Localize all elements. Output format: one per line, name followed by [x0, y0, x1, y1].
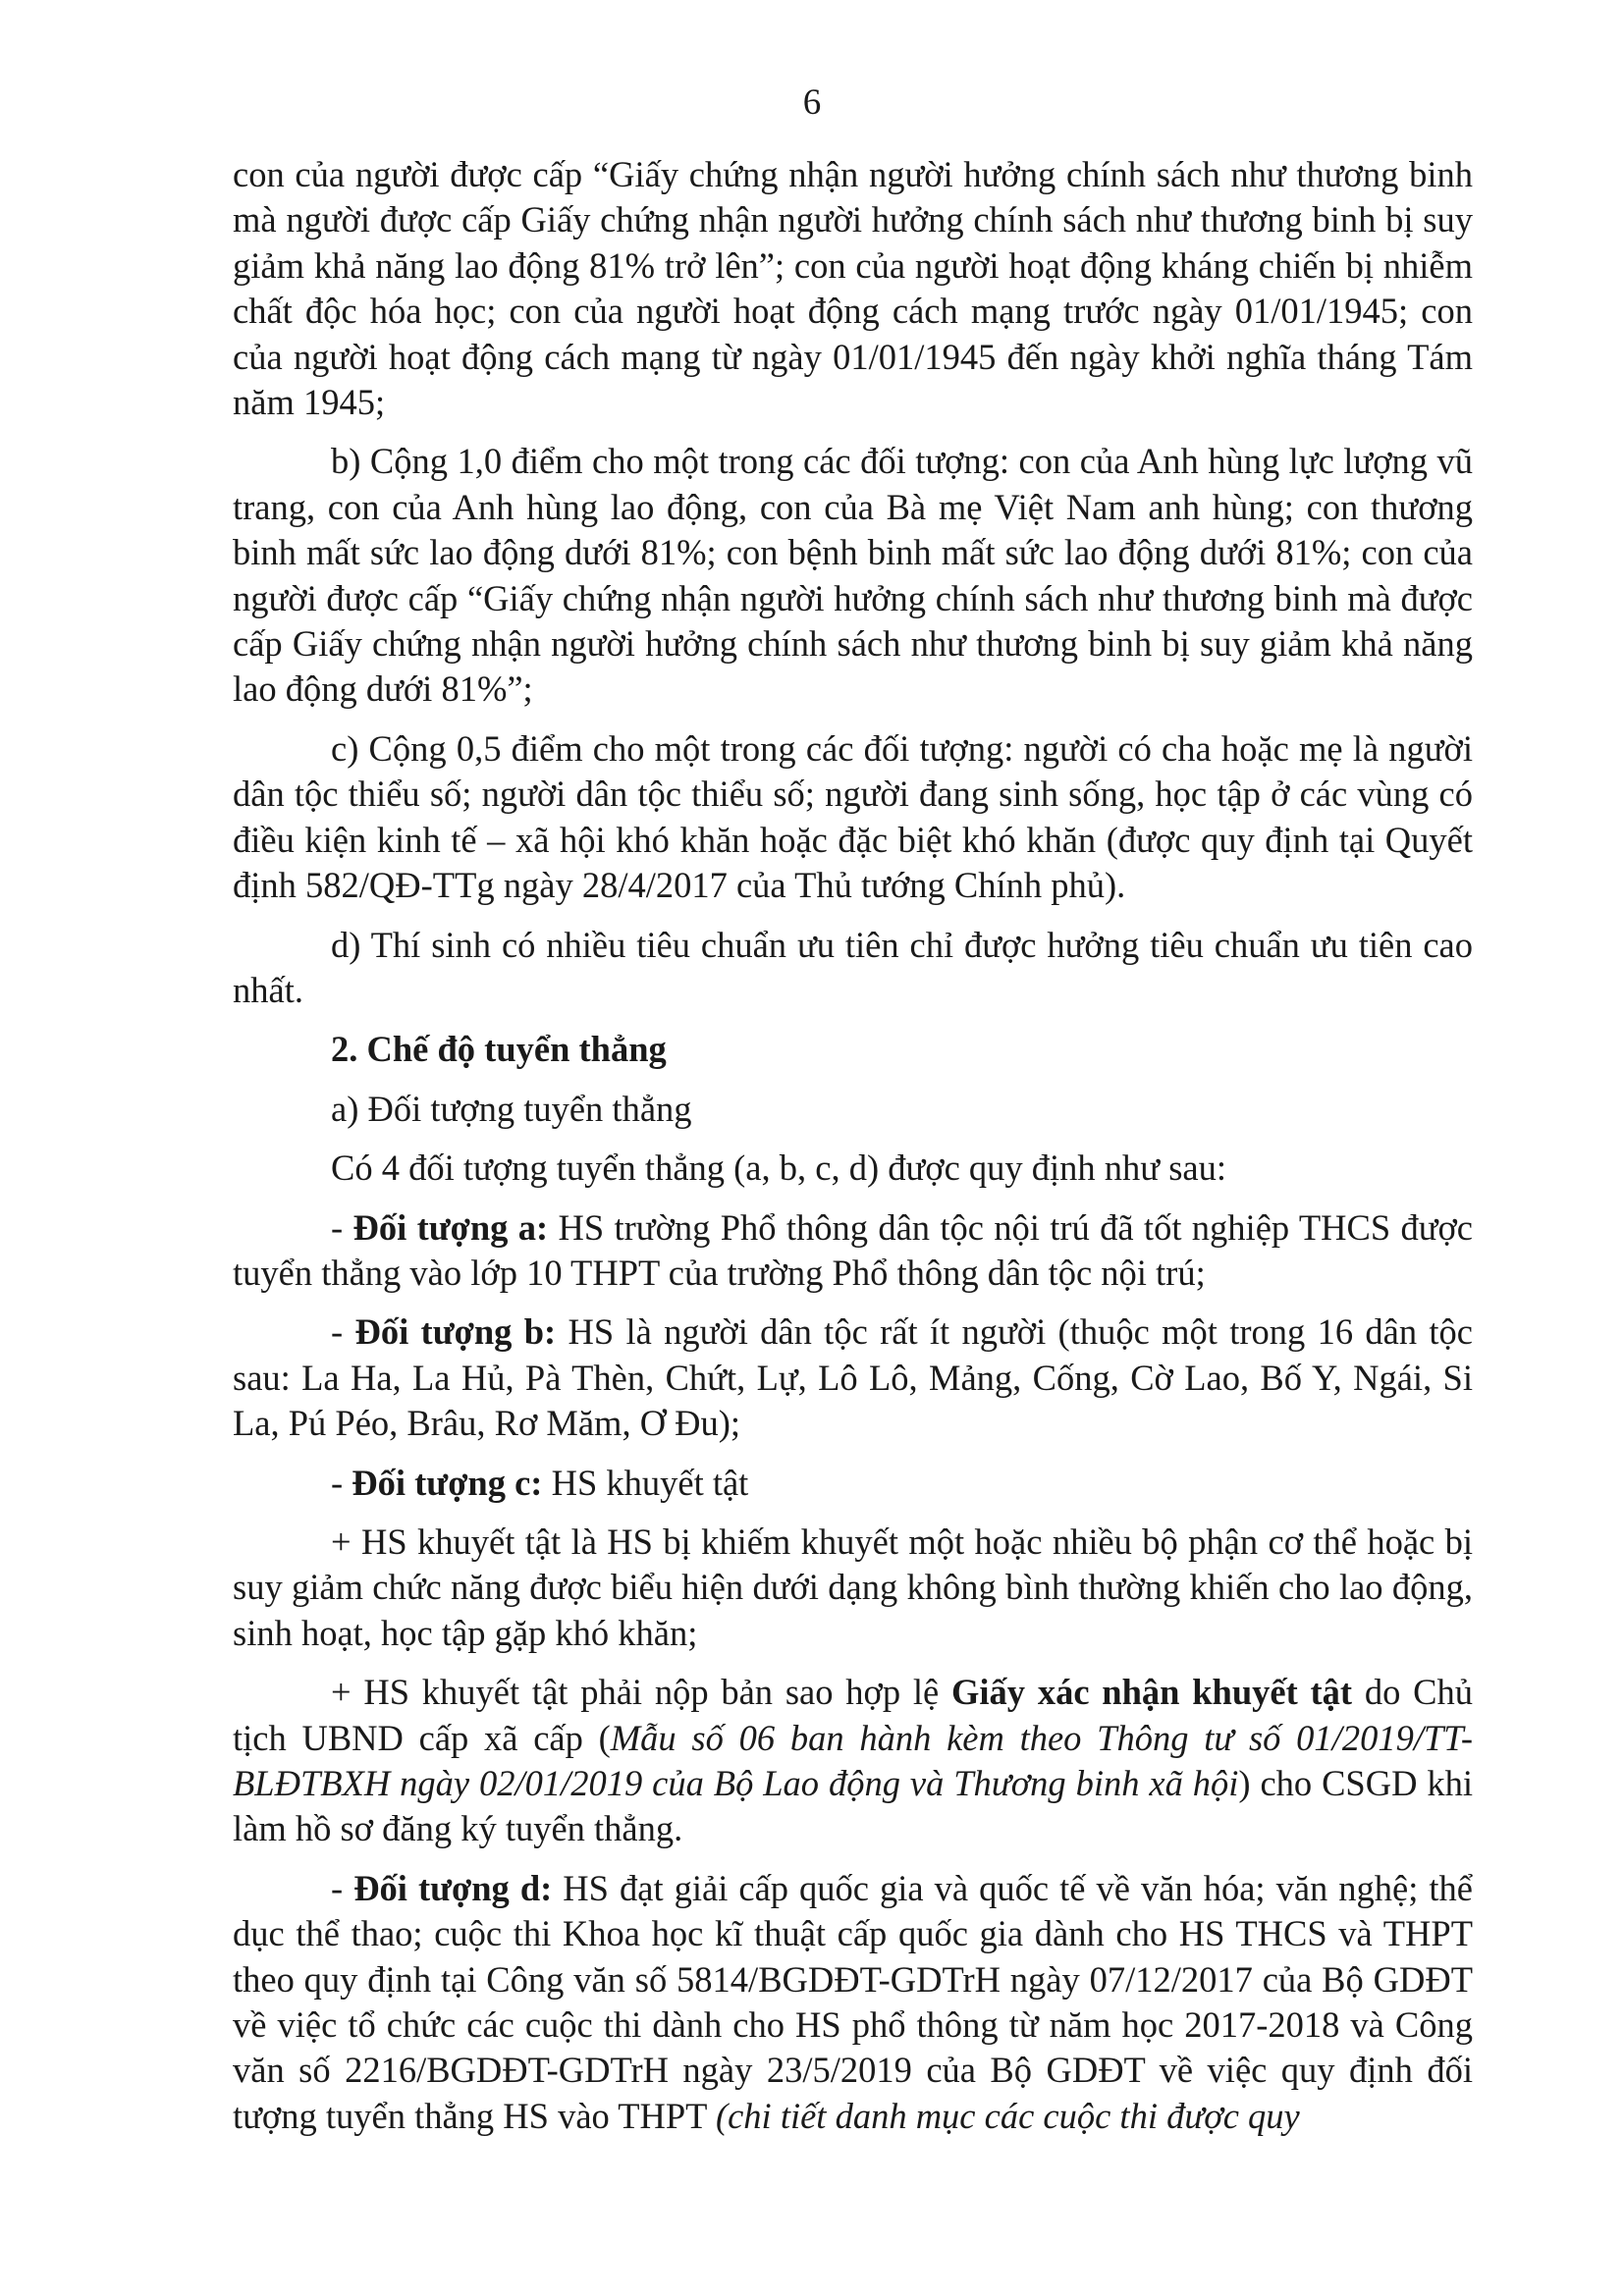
target-a-label: Đối tượng a:: [352, 1206, 549, 1248]
target-d-text: HS đạt giải cấp quốc gia và quốc tế về văn hóa; văn nghệ; thể dục thể thao; cuộc thi Khoa học kĩ thuật cấp quốc gia dành cho HS THCS và THPT theo quy định tại Công văn số 5814/BGDĐT-GDTrH ngày 07/12/2017 của Bộ GDĐT về việc tổ chức các cuộc thi dành cho HS phổ thông từ năm học 2017-2018 và Công văn số 2216/BGDĐT-GDTrH ngày 23/5/2019 của Bộ GDĐT về việc quy định đối tượng tuyển thẳng HS vào THPT: [233, 1867, 1474, 2136]
certificate-text-b: do Chủ tịch UBND cấp xã cấp (: [233, 1672, 1473, 1758]
certificate-form-reference: Mẫu số 06 ban hành kèm theo Thông tư số 01/2019/TT-BLĐTBXH ngày 02/01/2019 của Bộ Lao động và Thương binh xã hội: [233, 1717, 1474, 1803]
list-dash: -: [331, 1462, 352, 1503]
target-d-italic-note: (chi tiết danh mục các cuộc thi được quy: [715, 2095, 1300, 2136]
paragraph-item-d: d) Thí sinh có nhiều tiêu chuẩn ưu tiên chỉ được hưởng tiêu chuẩn ưu tiên cao nhất.: [233, 924, 1473, 1010]
paragraph-disability-certificate: [233, 1670, 1473, 1852]
target-b-text: HS là người dân tộc rất ít người (thuộc một trong 16 dân tộc sau: La Ha, La Hủ, Pà Thèn, Chứt, Lự, Lô Lô, Mảng, Cống, Cờ Lao, Bố Y, Ngái, Si La, Pú Péo, Brâu, Rơ Măm, Ơ Đu);: [233, 1311, 1474, 1444]
document-body: [233, 152, 1473, 2139]
intro-paragraph: Có 4 đối tượng tuyển thẳng (a, b, c, d) được quy định như sau:: [331, 1148, 1226, 1189]
certificate-text-a: + HS khuyết tật phải nộp bản sao hợp lệ: [331, 1672, 951, 1713]
section-heading: 2. Chế độ tuyển thẳng: [331, 1029, 667, 1070]
target-c-label: Đối tượng c:: [352, 1462, 543, 1503]
target-c-text: HS khuyết tật: [542, 1462, 749, 1503]
paragraph-continuation: con của người được cấp “Giấy chứng nhận người hưởng chính sách như thương binh mà người được cấp Giấy chứng nhận người hưởng chính sách như thương binh bị suy giảm khả năng lao động 81% trở lên”; con của người hoạt động kháng chiến bị nhiễm chất độc hóa học; con của người hoạt động cách mạng trước ngày 01/01/1945; con của người hoạt động cách mạng từ ngày 01/01/1945 đến ngày khởi nghĩa tháng Tám năm 1945;: [233, 154, 1473, 423]
paragraph-target-a: [233, 1205, 1473, 1297]
target-a-text: HS trường Phổ thông dân tộc nội trú đã tốt nghiệp THCS được tuyển thẳng vào lớp 10 THPT của trường Phổ thông dân tộc nội trú;: [233, 1206, 1473, 1293]
subsection-title: a) Đối tượng tuyển thẳng: [331, 1088, 692, 1129]
paragraph-item-c: c) Cộng 0,5 điểm cho một trong các đối tượng: người có cha hoặc mẹ là người dân tộc thiểu số; người dân tộc thiểu số; người đang sinh sống, học tập ở các vùng có điều kiện kinh tế – xã hội khó khăn hoặc đặc biệt khó khăn (được quy định tại Quyết định 582/QĐ-TTg ngày 28/4/2017 của Thủ tướng Chính phủ).: [233, 727, 1473, 906]
list-dash: -: [331, 1867, 354, 1908]
paragraph-item-b: b) Cộng 1,0 điểm cho một trong các đối tượng: con của Anh hùng lực lượng vũ trang, con của Anh hùng lao động, con của Bà mẹ Việt Nam anh hùng; con thương binh mất sức lao động dưới 81%; con bệnh binh mất sức lao động dưới 81%; con của người được cấp “Giấy chứng nhận người hưởng chính sách như thương binh mà được cấp Giấy chứng nhận người hưởng chính sách như thương binh bị suy giảm khả năng lao động dưới 81%”;: [233, 441, 1473, 710]
paragraph-target-c: [233, 1461, 1473, 1506]
target-d-label: Đối tượng d:: [353, 1867, 553, 1908]
paragraph-disability-definition: + HS khuyết tật là HS bị khiếm khuyết một hoặc nhiều bộ phận cơ thể hoặc bị suy giảm chức năng được biểu hiện dưới dạng không bình thường khiến cho lao động, sinh hoạt, học tập gặp khó khăn;: [233, 1521, 1473, 1653]
paragraph-target-b: [233, 1309, 1473, 1446]
paragraph-target-d: [233, 1866, 1473, 2139]
certificate-name: Giấy xác nhận khuyết tật: [951, 1672, 1353, 1713]
list-dash: -: [331, 1311, 355, 1353]
list-dash: -: [331, 1206, 353, 1248]
page-number: 6: [802, 82, 822, 123]
certificate-text-c: ) cho CSGD khi làm hồ sơ đăng ký tuyển thẳng.: [233, 1763, 1474, 1849]
target-b-label: Đối tượng b:: [354, 1311, 557, 1353]
